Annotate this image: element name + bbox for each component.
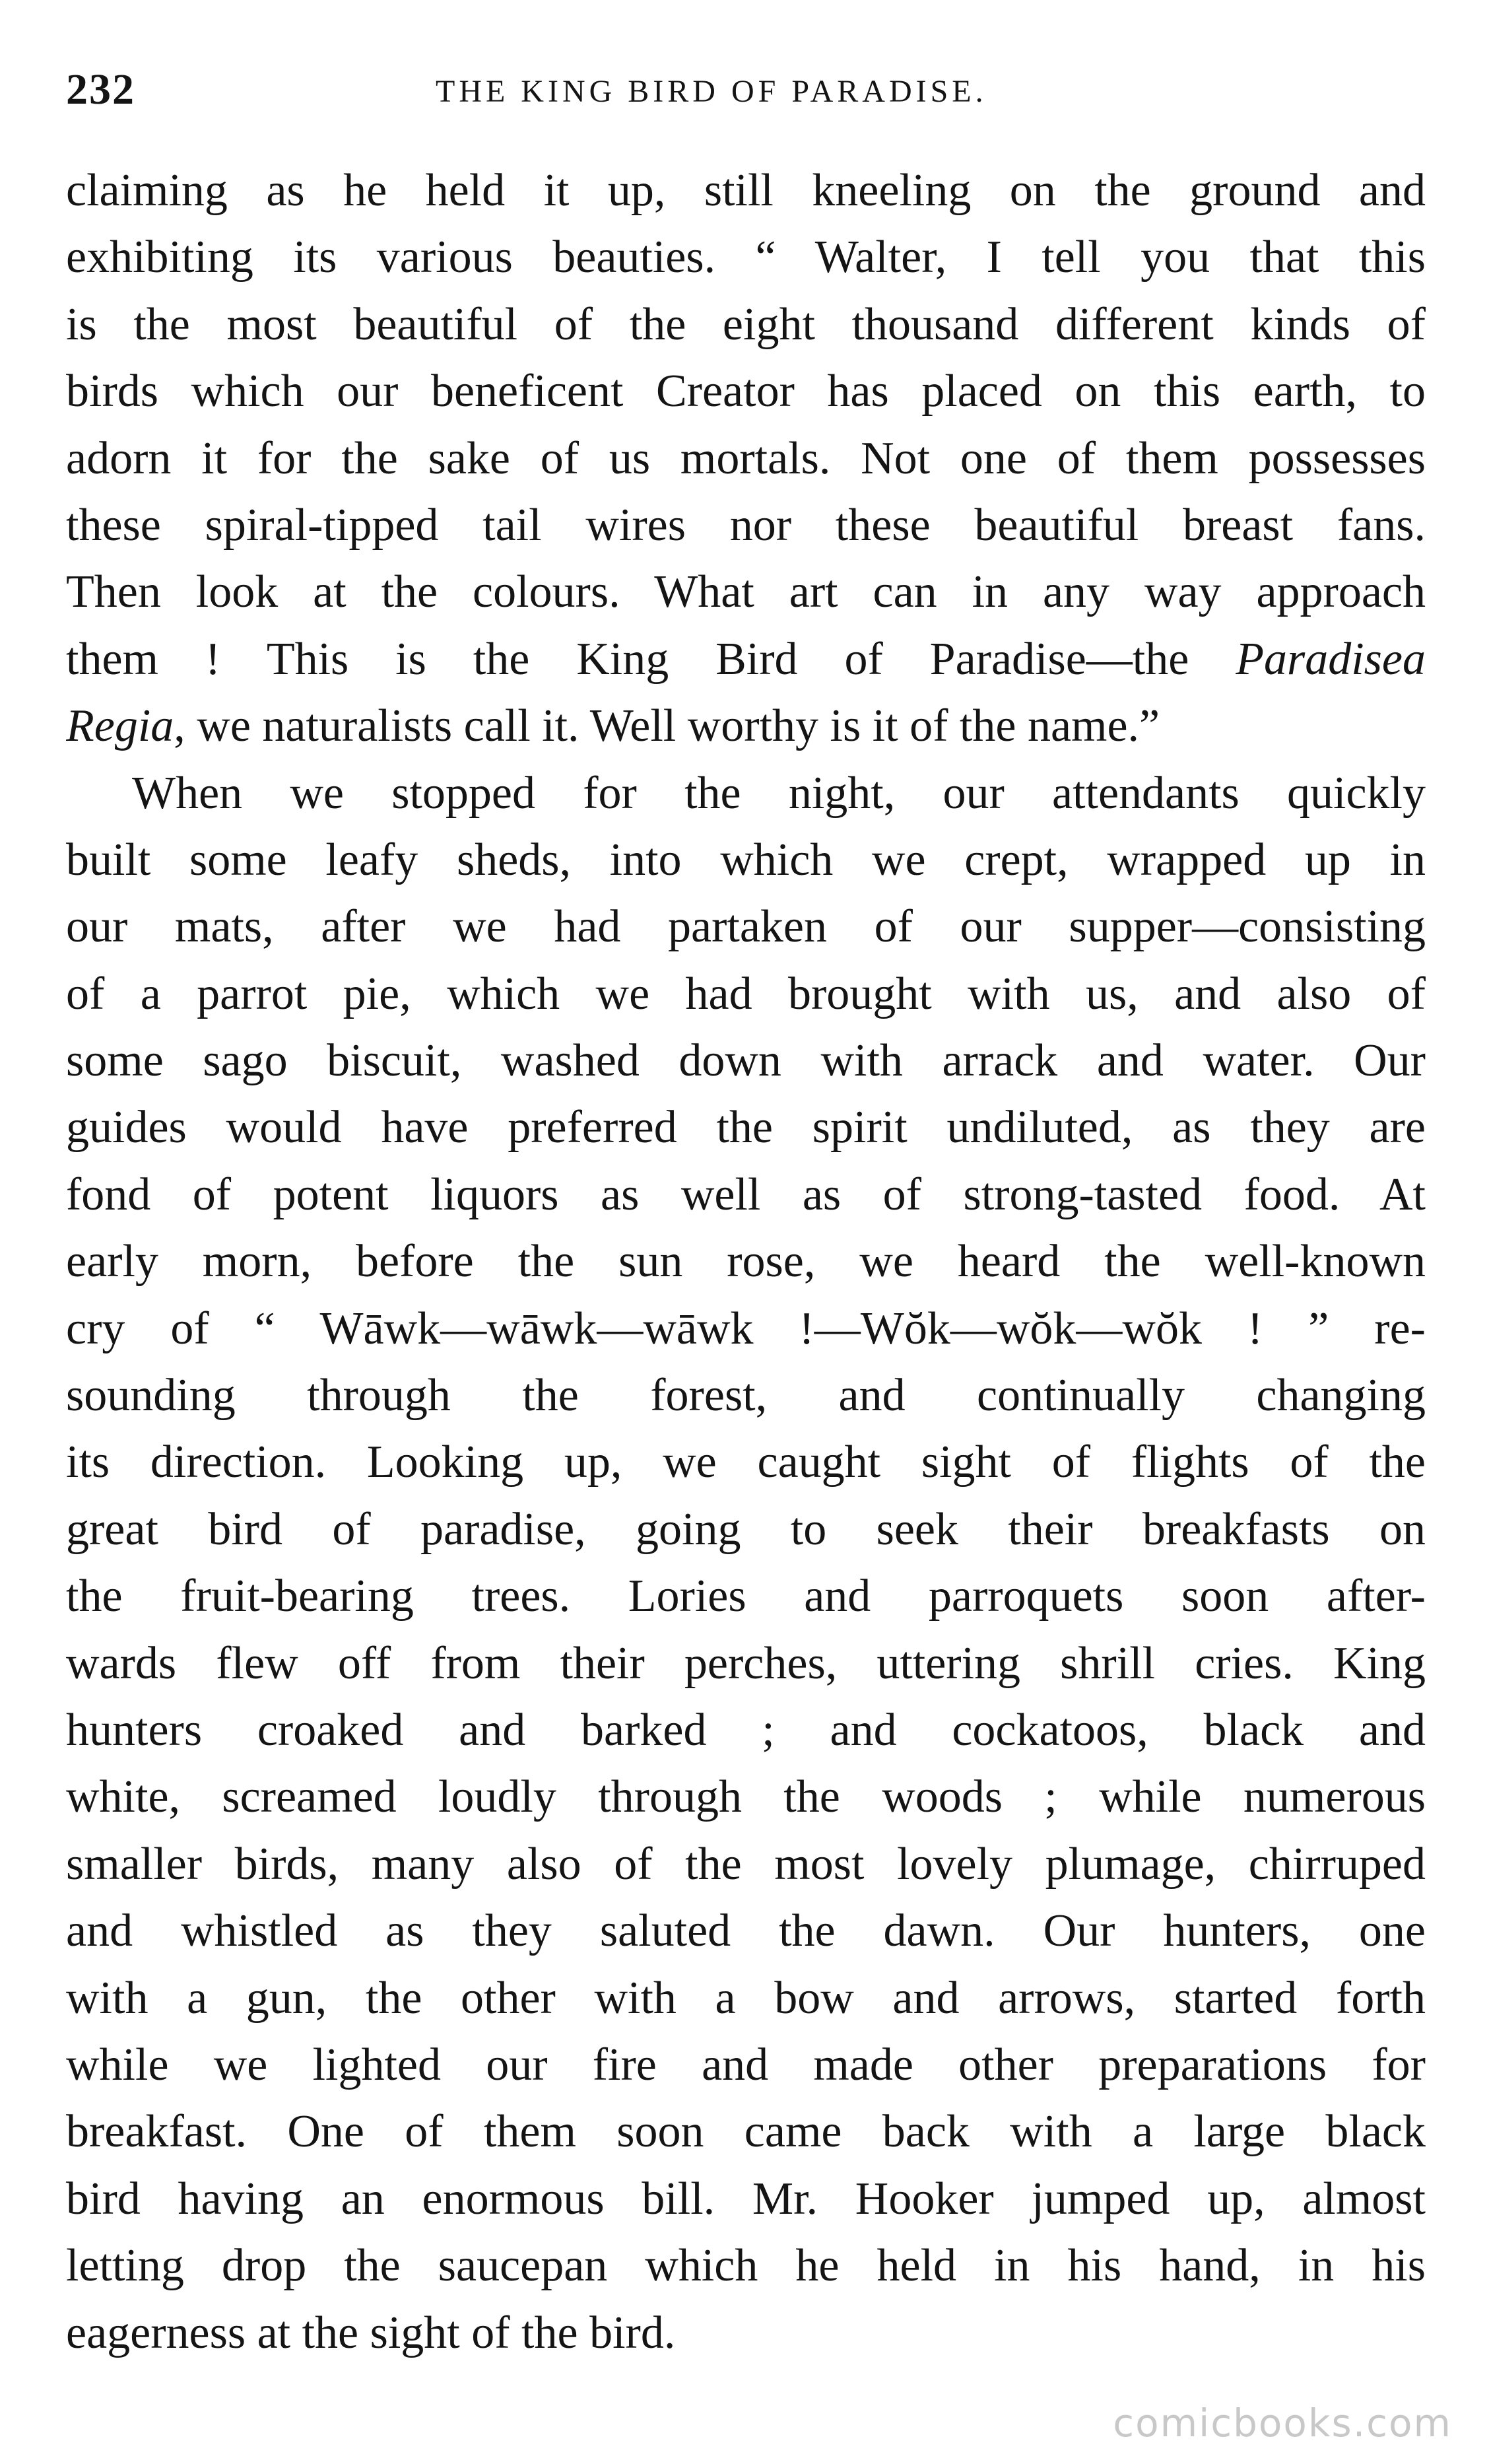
- text-line: fond of potent liquors as well as of strong-tasted food. At: [66, 1169, 1426, 1220]
- text-line: built some leafy sheds, into which we crept, wrapped up in: [66, 834, 1426, 885]
- text-line: sounding through the forest, and continually changing: [66, 1370, 1426, 1421]
- text-line: hunters croaked and barked ; and cockatoos, black and: [66, 1704, 1426, 1756]
- body-text: [66, 157, 1426, 2366]
- text-segment: , we naturalists call it. Well worthy is it of the name.”: [174, 701, 1160, 752]
- text-line: [66, 626, 1426, 693]
- text-line: our mats, after we had partaken of our supper—consisting: [66, 901, 1426, 953]
- text-line: cry of “ Wāwk—wāwk—wāwk !—Wŏk—wŏk—wŏk ! ” re-: [66, 1303, 1426, 1354]
- text-line: When we stopped for the night, our attendants quickly: [132, 767, 1426, 819]
- text-line: early morn, before the sun rose, we heard the well-known: [66, 1236, 1426, 1287]
- text-line: and whistled as they saluted the dawn. Our hunters, one: [66, 1905, 1426, 1957]
- text-line: smaller birds, many also of the most lovely plumage, chirruped: [66, 1838, 1426, 1890]
- text-line: its direction. Looking up, we caught sight of flights of the: [66, 1437, 1426, 1488]
- text-line: eagerness at the sight of the bird.: [66, 2307, 676, 2358]
- text-line: claiming as he held it up, still kneeling on the ground and: [66, 165, 1426, 216]
- text-line: [66, 693, 1426, 759]
- running-header: [66, 57, 1426, 116]
- page-number: 232: [66, 65, 135, 114]
- text-line: letting drop the saucepan which he held in his hand, in his: [66, 2240, 1426, 2292]
- text-line: these spiral-tipped tail wires nor these beautiful breast fans.: [66, 499, 1426, 551]
- text-line: guides would have preferred the spirit undiluted, as they are: [66, 1102, 1426, 1153]
- text-line: the fruit-bearing trees. Lories and parroquets soon after-: [66, 1571, 1426, 1622]
- text-line: exhibiting its various beauties. “ Walter, I tell you that this: [66, 232, 1426, 283]
- text-line: white, screamed loudly through the woods ; while numerous: [66, 1771, 1426, 1823]
- text-segment: them ! This is the King Bird of Paradise—the: [66, 633, 1236, 685]
- text-line: Then look at the colours. What art can in any way approach: [66, 566, 1426, 618]
- text-line: while we lighted our fire and made other preparations for: [66, 2039, 1426, 2090]
- text-line: is the most beautiful of the eight thousand different kinds of: [66, 298, 1426, 350]
- text-line: birds which our beneficent Creator has placed on this earth, to: [66, 366, 1426, 417]
- italic-term: Regia: [66, 701, 174, 752]
- text-line: bird having an enormous bill. Mr. Hooker jumped up, almost: [66, 2173, 1426, 2224]
- text-line: adorn it for the sake of us mortals. Not one of them possesses: [66, 432, 1426, 484]
- text-line: with a gun, the other with a bow and arrows, started forth: [66, 1972, 1426, 2024]
- text-line: some sago biscuit, washed down with arrack and water. Our: [66, 1035, 1426, 1087]
- running-title: THE KING BIRD OF PARADISE.: [436, 74, 987, 109]
- text-line: wards flew off from their perches, uttering shrill cries. King: [66, 1637, 1426, 1689]
- text-line: great bird of paradise, going to seek their breakfasts on: [66, 1503, 1426, 1555]
- text-line: of a parrot pie, which we had brought with us, and also of: [66, 968, 1426, 1019]
- text-line: breakfast. One of them soon came back with a large black: [66, 2106, 1426, 2158]
- watermark: comicbooks.com: [1113, 2401, 1452, 2446]
- italic-term: Paradisea: [1236, 633, 1426, 685]
